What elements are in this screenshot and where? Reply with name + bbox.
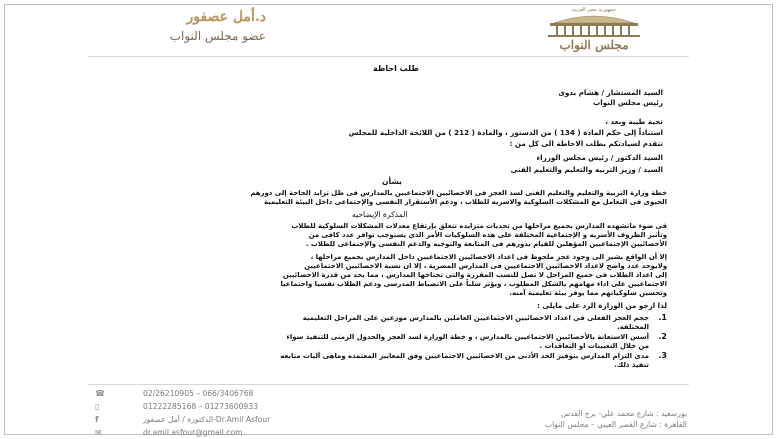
footer-mobile (95, 401, 295, 412)
question-line: أسس الاستعانة بالأخصائيين الاجتماعيين بالمدارس ، و خطة الوزارة لسد العجز والجدول الزمنى للتنفيذ سواء (286, 333, 649, 341)
facebook-icon: f (95, 415, 99, 424)
memo-line: إلى اعداد الطلاب فى جميع المراحل لا تصل للنسب المقررة والتى تحتاجها المدارس ، مما يحد من قدرة الاخصائيين (282, 270, 667, 279)
question-line: مدى التزام المدارس بتوفير الحد الأدنى من الاخصائيين الاجتماعيين وفق المعايير المعتمده وماهى آليات متابعه (280, 352, 649, 360)
header-divider (88, 56, 689, 57)
document-title: طلب احاطة (373, 64, 419, 73)
mobile-icon: ▯ (95, 402, 100, 411)
memo-line: الأخصائيين الإجتماعيين المؤهلين للقيام بدورهم فى المتابعة والتوجيه والدعم النفسى والإجتماعى للطلاب . (305, 239, 667, 248)
memo-line: إلا أن الواقع يشير الى وجود عجز ملحوظ فى اعداد الاخصائيين الاجتماعيين داخل المدارس بجميع مراحلها ، (310, 253, 667, 261)
question-line: المختلفة. (617, 322, 649, 331)
facebook-text: الدكتورة / أمل عصفور-Dr.Amil Asfour (143, 415, 271, 424)
phone-text: 02/26210905 – 066/3406768 (143, 389, 254, 398)
question-item (147, 333, 667, 350)
member-name: د.أمل عصفور (186, 9, 266, 25)
addressee-line-1: السيد المستشار / هشام بدوى (558, 88, 663, 97)
email-icon: ✉ (95, 428, 102, 437)
question-line: حجم العجز الفعلى فى اعداد الاخصائيين الاجتماعيين العاملين بالمدارس موزعين على المراحل التعليمية (302, 314, 649, 322)
greeting: تحية طيبة وبعد ، (605, 117, 663, 126)
logo-text: مجلس النواب (559, 38, 629, 52)
memo-paragraph-2 (87, 253, 667, 298)
logo-top-text: جمهورية مصر العربية (572, 7, 616, 13)
footer-facebook (95, 414, 295, 425)
footer-address-1: بورسعيد : شارع محمد علي- برج القدس (560, 409, 687, 418)
recipient-1: السيد الدكتور / رئيس مجلس الوزراء (536, 153, 663, 162)
memo-line: ولايوجد عدد واضح لاعداد الاخصائيين الاجتماعيين فى المدارس المصرية ، إلا ان نسبة الاخصائيين الاجتماعيين (304, 261, 667, 270)
footer-divider (88, 384, 689, 385)
footer-phone (95, 388, 295, 399)
subject-line: خطة وزارة التربية والتعليم والتعليم الفنى لسد العجز فى الاخصائيين الاجتماعيين بالمدارس فى ظل تزايد الحاجة إلى دورهم (250, 189, 667, 197)
footer-address-2: القاهرة : شارع القصر العيني – مجلس النواب (545, 420, 687, 429)
member-header (116, 8, 266, 44)
memo-line: وتأثير الظروف الأسريه و الإجتماعية المختلفة على هذه السلوكيات الأمر الذى يستوجب توافر عدد كافى من (308, 230, 667, 239)
memo-title: المذكرة الإيضاحيه (352, 210, 408, 219)
phone-icon: ☎ (95, 389, 105, 398)
recipient-2: السيد / وزير التربيه والتعليم والتعليم الفنى (510, 165, 663, 174)
subject-word: بشأن (382, 177, 402, 186)
question-line: من خلال التعيينات او التعاقدات . (539, 341, 649, 350)
parliament-logo (528, 5, 660, 53)
subject-line: الحيوى فى التعامل مع المشكلات السلوكية والاسريه للطلاب ، ودعم الأستقرار النفسى والإجتماعى داخل البيئة التعليمية (264, 197, 667, 206)
footer-email (95, 427, 295, 438)
email-text: dr.amil.asfour@gmail.com (143, 428, 243, 437)
memo-line: وتحسين سلوكياتهم مما يوفر بيئة تعليمية آمنه. (509, 288, 667, 297)
questions-intro: لذا ارجو من الوزارة الرد على مايلى : (536, 301, 667, 310)
request-intro: تتقدم لسيادتكم بطلب الاحاطة الى كل من : (509, 139, 663, 148)
question-line: تنفيذ ذلك. (614, 360, 649, 369)
memo-paragraph-1 (87, 222, 667, 249)
member-title: عضو مجلس النواب (169, 29, 266, 43)
question-item (147, 314, 667, 331)
mobile-text: 01222285168 – 01273600933 (143, 402, 258, 411)
question-number: 1. (658, 313, 667, 322)
question-number: 2. (658, 332, 667, 341)
question-number: 3. (658, 351, 667, 360)
legal-basis: استناداً إلى حكم المادة ( 134 ) من الدستور ، والمادة ( 212 ) من اللائحة الداخلية للمجلس (348, 128, 663, 137)
question-item (147, 352, 667, 369)
subject-paragraph (87, 189, 667, 207)
memo-line: فى ضوء ماتشهده المدارس بجميع مراحلها من تحديات متزايده تتعلق بإرتفاع معدلات المشكلات السلوكية للطلاب (291, 222, 667, 230)
addressee-line-2: رئيس مجلس النواب (593, 98, 663, 107)
memo-line: الاجتماعيين على اداء مهامهم بالشكل المطلوب ، ويؤثر سلباً على الانضباط المدرسى ودعم الطلاب نفسيا واجتماعيا (280, 279, 667, 288)
